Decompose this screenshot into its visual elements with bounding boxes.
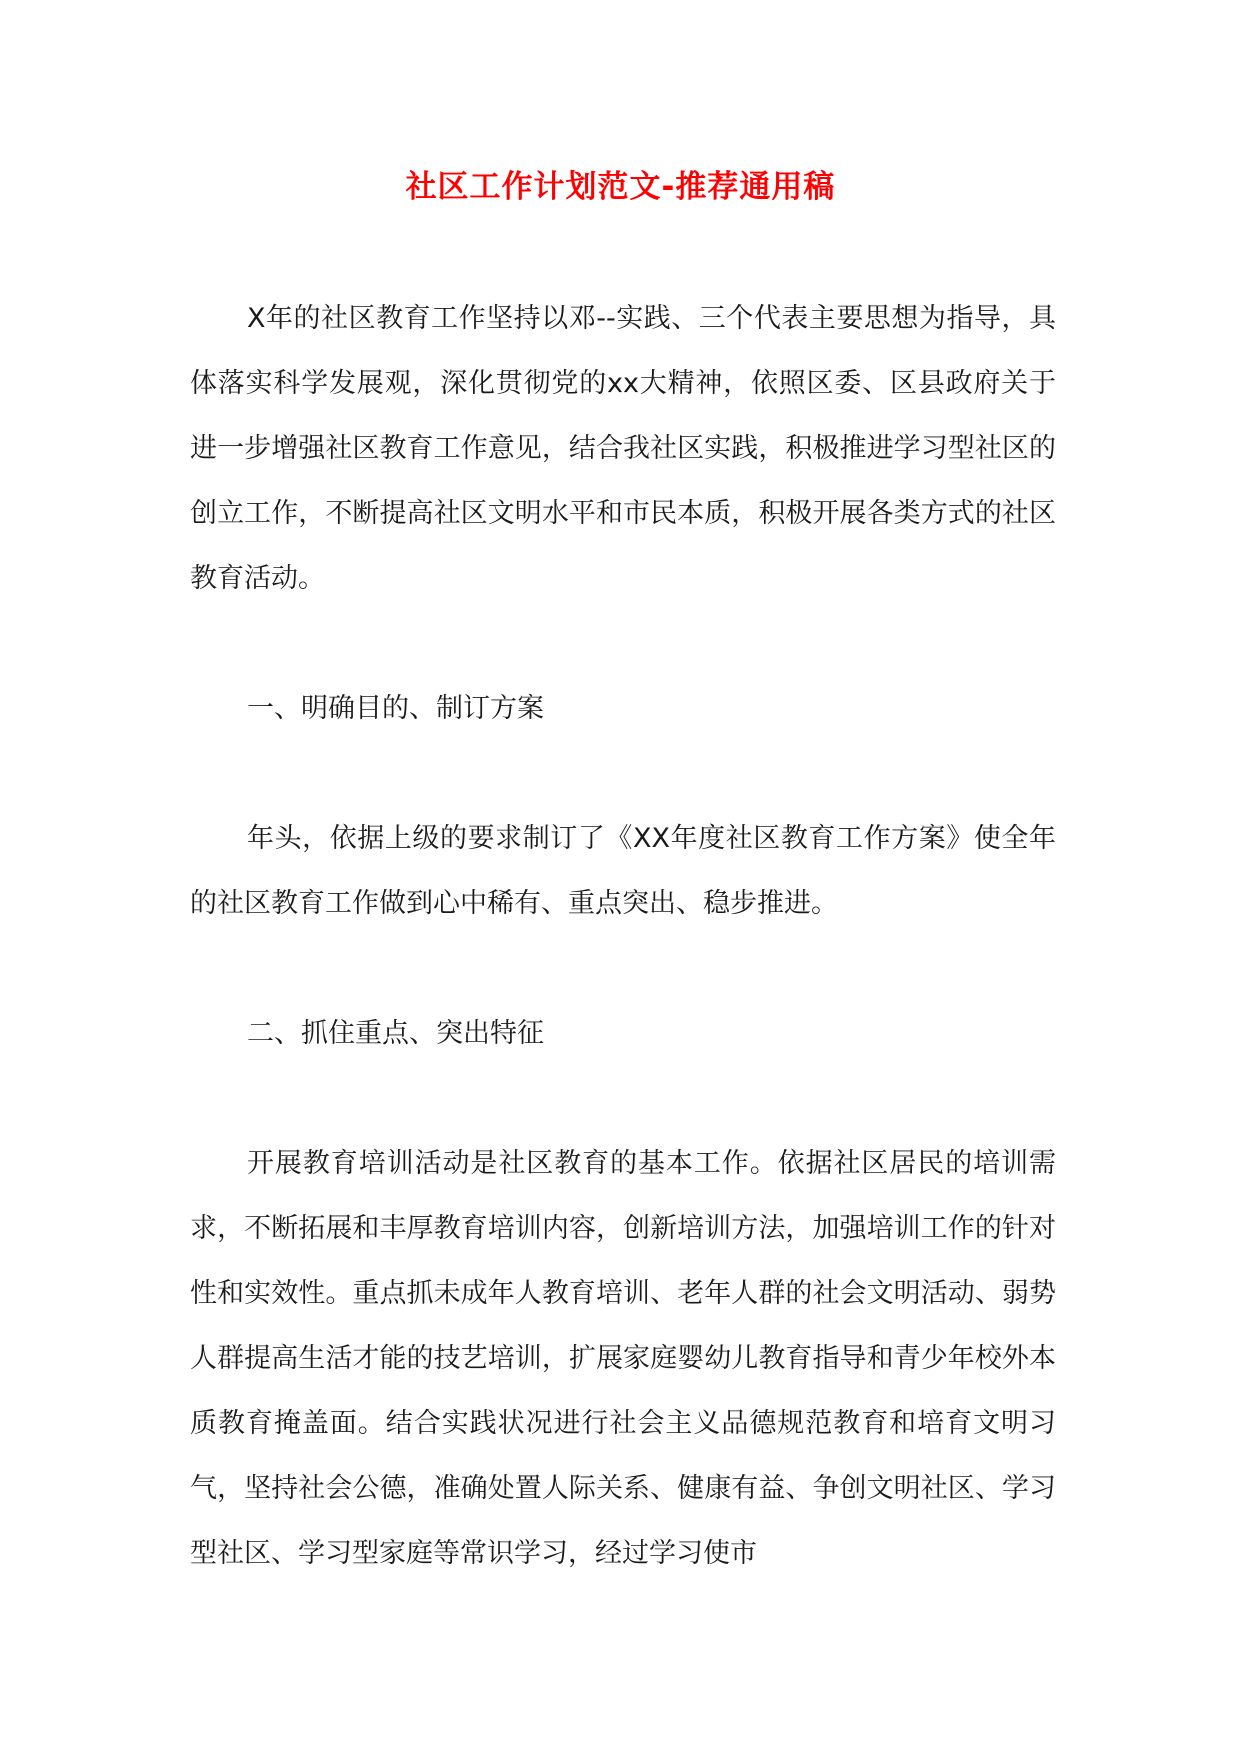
section-heading-1 — [190, 676, 1056, 741]
document-title: 社区工作计划范文-推荐通用稿 — [405, 169, 836, 205]
paragraph-text: 年头，依据上级的要求制订了《XX年度社区教育工作方案》使全年的社区教育工作做到心中稀有、重点突出、稳步推进。 — [190, 823, 1056, 919]
paragraph-intro — [190, 286, 1056, 611]
paragraph-text: X年的社区教育工作坚持以邓--实践、三个代表主要思想为指导，具体落实科学发展观，深化贯彻党的xx大精神，依照区委、区县政府关于进一步增强社区教育工作意见，结合我社区实践，积极推进学习型社区的创立工作，不断提高社区文明水平和市民本质，积极开展各类方式的社区教育活动。 — [190, 303, 1056, 594]
section-heading-text: 一、明确目的、制订方案 — [247, 693, 544, 724]
section-heading-2 — [190, 1001, 1056, 1066]
section-heading-text: 二、抓住重点、突出特征 — [247, 1018, 544, 1049]
paragraph-section-1 — [190, 806, 1056, 936]
paragraph-text: 开展教育培训活动是社区教育的基本工作。依据社区居民的培训需求，不断拓展和丰厚教育培训内容，创新培训方法，加强培训工作的针对性和实效性。重点抓未成年人教育培训、老年人群的社会文明活动、弱势人群提高生活才能的技艺培训，扩展家庭婴幼儿教育指导和青少年校外本质教育掩盖面。结合实践状况进行社会主义品德规范教育和培育文明习气，坚持社会公德，准确处置人际关系、健康有益、争创文明社区、学习型社区、学习型家庭等常识学习，经过学习使市 — [190, 1148, 1056, 1569]
paragraph-section-2 — [190, 1131, 1056, 1586]
